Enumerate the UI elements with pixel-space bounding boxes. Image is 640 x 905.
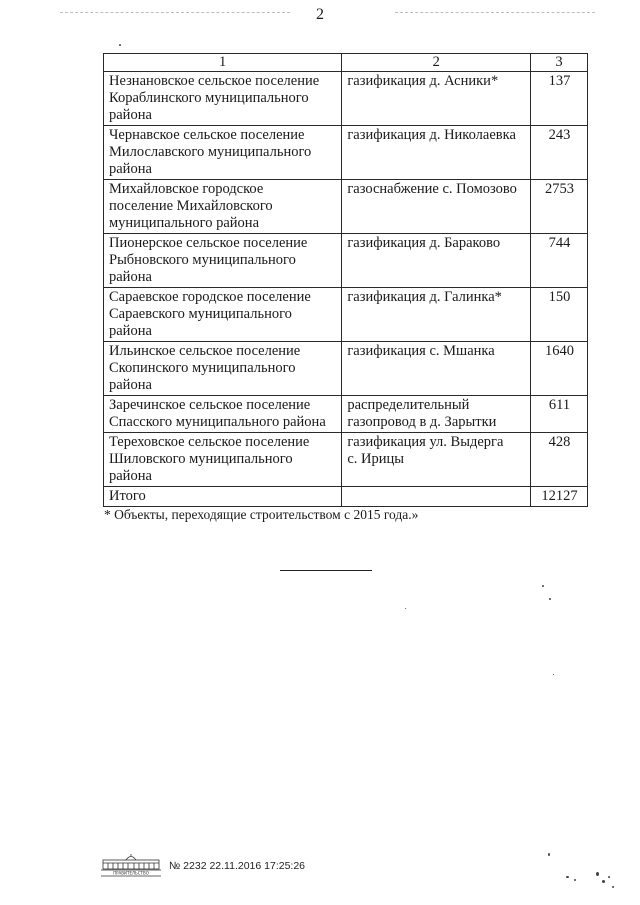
scan-speck	[405, 608, 406, 609]
scan-speck	[119, 44, 121, 46]
scan-speck	[542, 585, 544, 587]
object-cell: газификация д. Бараково	[342, 234, 531, 288]
closing-rule	[280, 570, 372, 571]
amount-cell: 243	[531, 126, 588, 180]
total-row	[104, 487, 588, 507]
table-header-row	[104, 54, 588, 72]
gasification-table	[103, 53, 588, 507]
table-row	[104, 234, 588, 288]
scan-speck	[602, 880, 605, 883]
registration-stamp: № 2232 22.11.2016 17:25:26	[169, 860, 306, 872]
column-header: 1	[104, 54, 342, 72]
table-row	[104, 396, 588, 433]
total-amount: 12127	[531, 487, 588, 507]
object-cell: газификация д. Галинка*	[342, 288, 531, 342]
table-row	[104, 342, 588, 396]
settlement-cell: Незнановское сельское поселение Кораблинского муниципального района	[104, 72, 342, 126]
settlement-cell: Сараевское городское поселение Сараевского муниципального района	[104, 288, 342, 342]
settlement-cell: Чернавское сельское поселение Милославского муниципального района	[104, 126, 342, 180]
column-header: 2	[342, 54, 531, 72]
table-row	[104, 72, 588, 126]
object-cell: газификация д. Асники*	[342, 72, 531, 126]
total-object-cell	[342, 487, 531, 507]
amount-cell: 428	[531, 433, 588, 487]
scan-speck	[608, 876, 610, 878]
government-building-stamp	[100, 853, 162, 877]
object-cell: распределительный газопровод в д. Зарытки	[342, 396, 531, 433]
amount-cell: 611	[531, 396, 588, 433]
page-number: 2	[316, 6, 324, 23]
scan-speck	[574, 879, 576, 881]
amount-cell: 1640	[531, 342, 588, 396]
scan-speck	[566, 876, 569, 878]
column-header: 3	[531, 54, 588, 72]
amount-cell: 150	[531, 288, 588, 342]
settlement-cell: Заречинское сельское поселение Спасского муниципального района	[104, 396, 342, 433]
object-cell: газификация с. Мшанка	[342, 342, 531, 396]
table-row	[104, 288, 588, 342]
scan-speck	[549, 598, 551, 600]
footnote: * Объекты, переходящие строительством с 2015 года.»	[104, 507, 419, 522]
table-row	[104, 180, 588, 234]
settlement-cell: Михайловское городское поселение Михайловского муниципального района	[104, 180, 342, 234]
scan-speck	[612, 886, 614, 888]
amount-cell: 744	[531, 234, 588, 288]
object-cell: газоснабжение с. Помозово	[342, 180, 531, 234]
settlement-cell: Ильинское сельское поселение Скопинского муниципального района	[104, 342, 342, 396]
scan-speck	[596, 872, 599, 876]
object-cell: газификация д. Николаевка	[342, 126, 531, 180]
table-row	[104, 126, 588, 180]
total-label: Итого	[104, 487, 342, 507]
amount-cell: 137	[531, 72, 588, 126]
amount-cell: 2753	[531, 180, 588, 234]
stamp-text: ПРАВИТЕЛЬСТВО	[113, 870, 149, 876]
scan-speck	[548, 853, 550, 856]
settlement-cell: Тереховское сельское поселение Шиловского муниципального района	[104, 433, 342, 487]
table-row	[104, 433, 588, 487]
object-cell: газификация ул. Выдерга с. Ирицы	[342, 433, 531, 487]
settlement-cell: Пионерское сельское поселение Рыбновского муниципального района	[104, 234, 342, 288]
scan-speck	[553, 674, 554, 675]
